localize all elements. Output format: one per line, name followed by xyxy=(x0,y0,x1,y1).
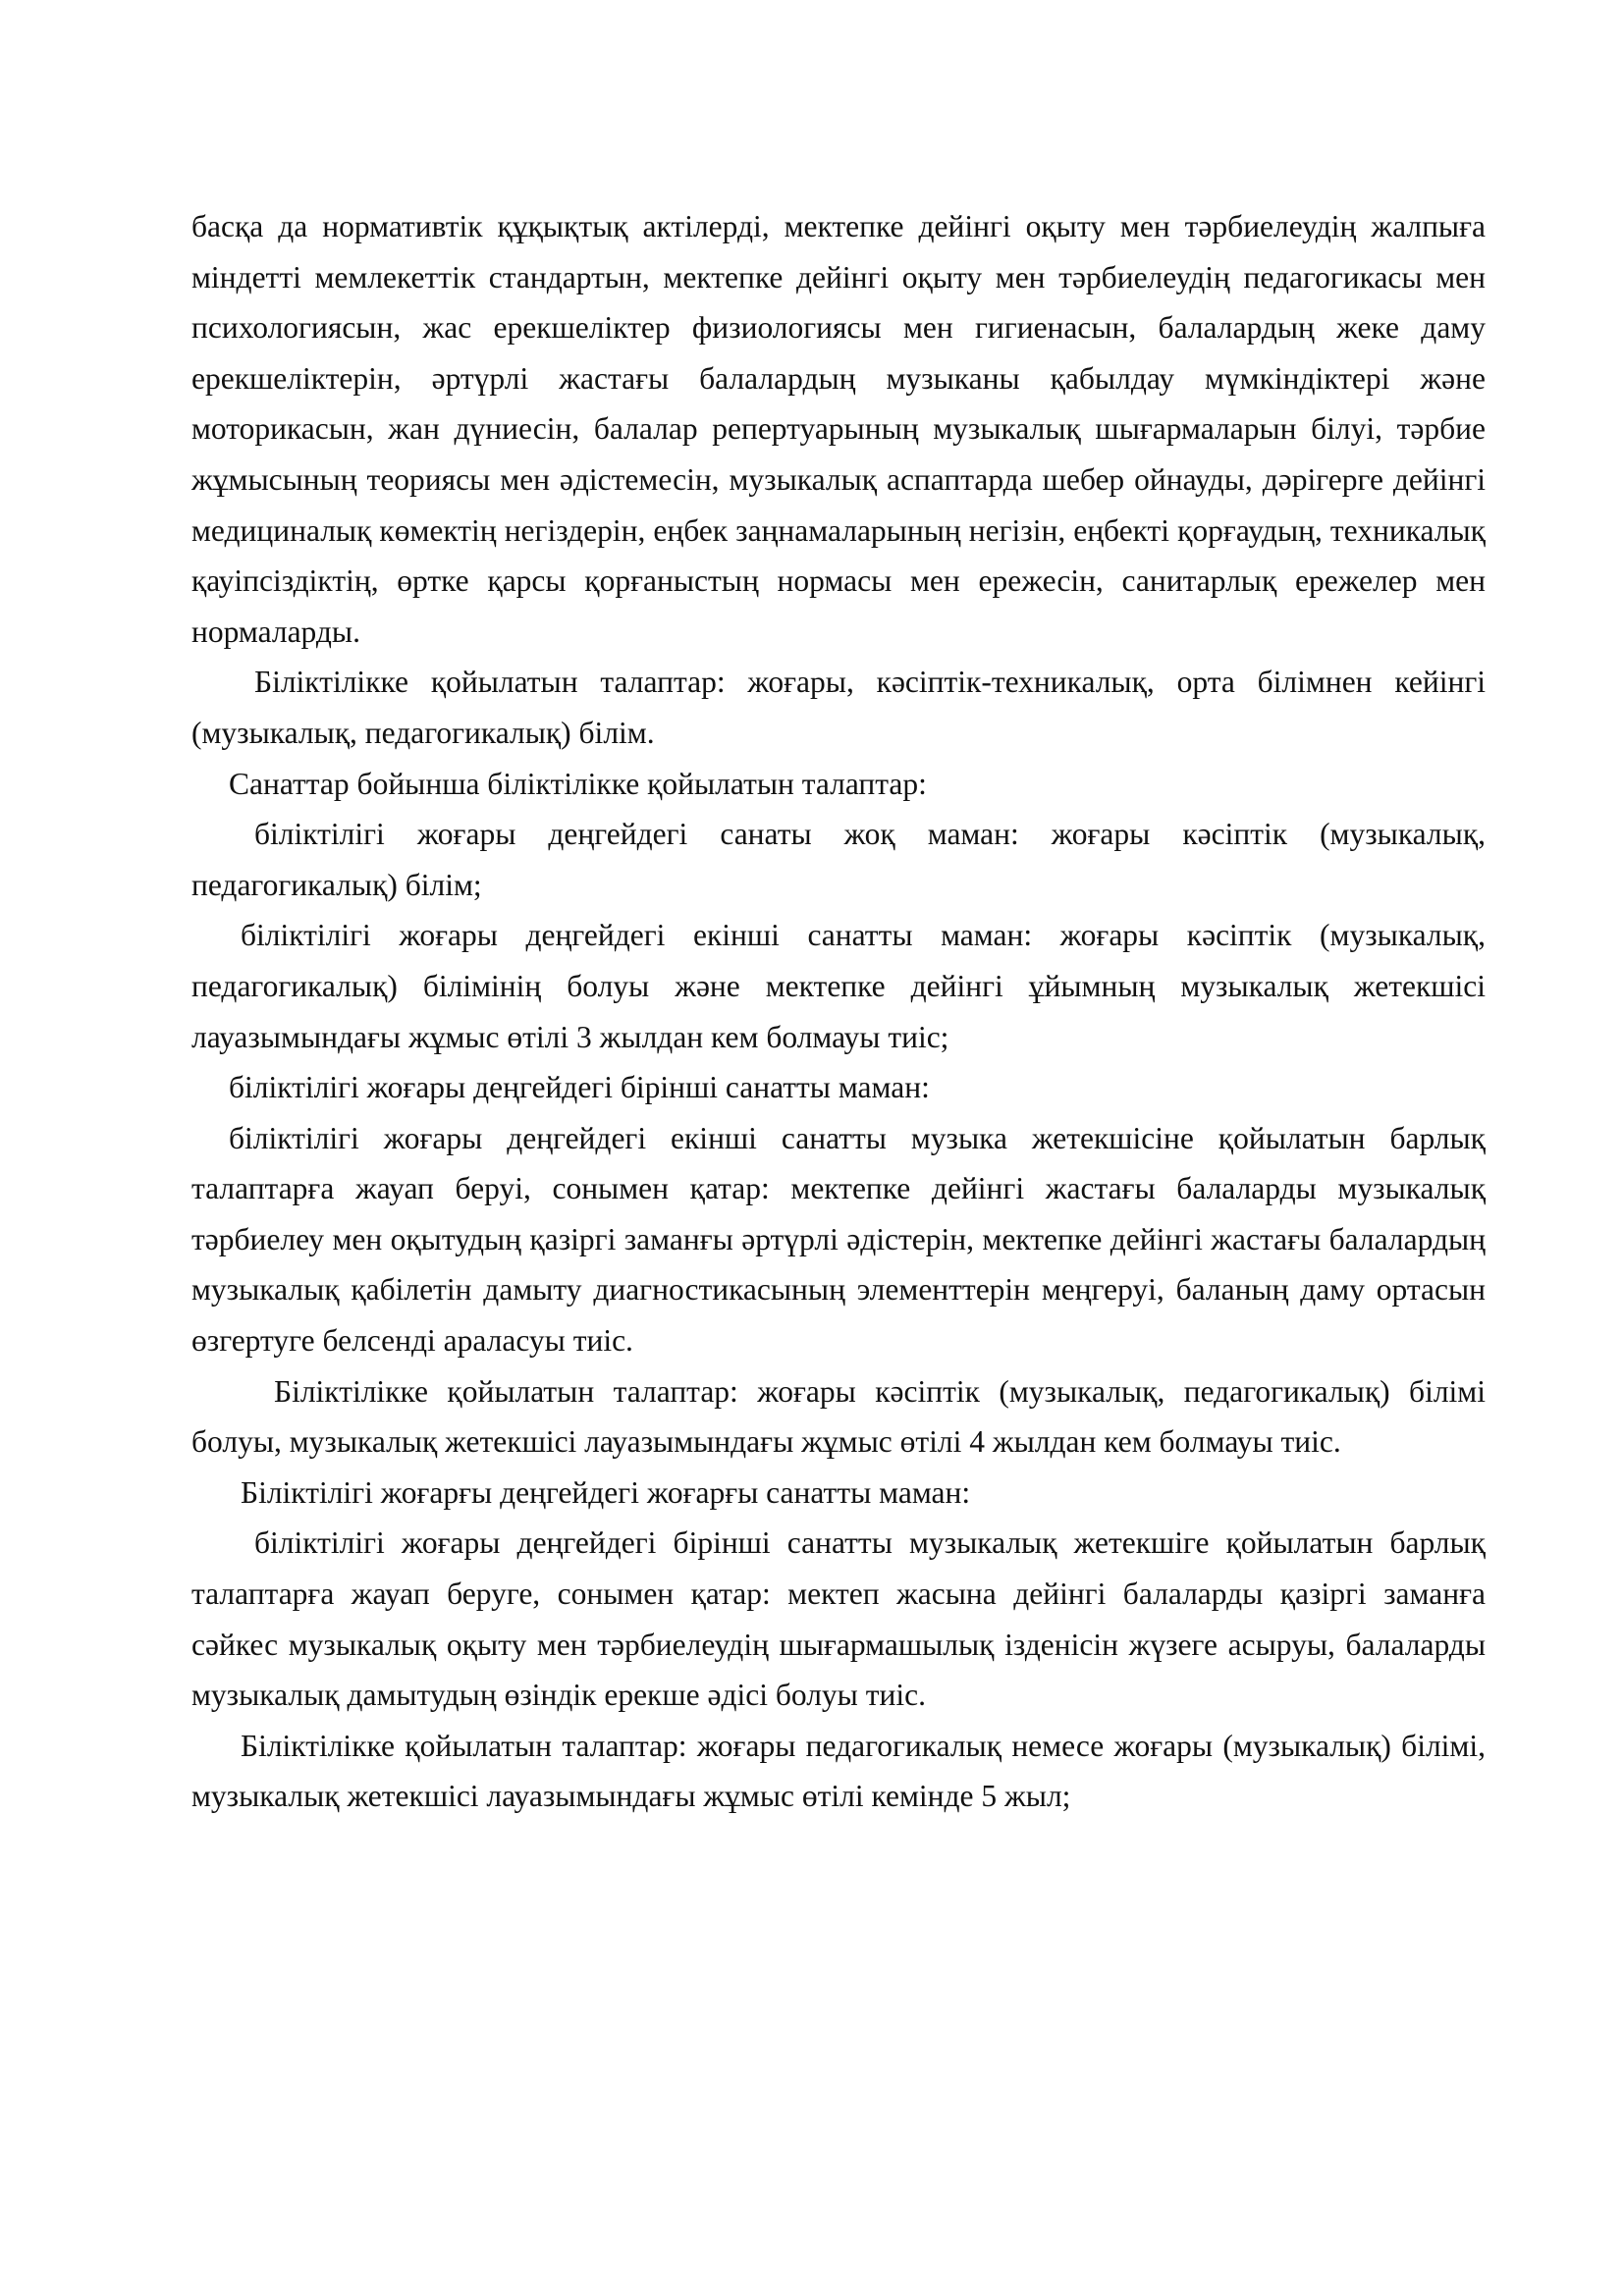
document-page xyxy=(191,201,1486,1822)
paragraph-first-category-heading: біліктілігі жоғары деңгейдегі бірінші санатты маман: xyxy=(229,1070,930,1105)
paragraph-qualification-requirements: Біліктілікке қойылатын талаптар: жоғары, кәсіптік-техникалық, орта білімнен кейінгі (музыкалық, педагогикалық) білім. xyxy=(191,665,1486,750)
paragraph-highest-category-heading: Біліктілігі жоғарғы деңгейдегі жоғарғы санатты маман: xyxy=(241,1474,971,1510)
paragraph-normative-knowledge: басқа да нормативтік құқықтық актілерді, мектепке дейінгі оқыту мен тәрбиелеудің жалпыға міндетті мемлекеттік стандартын, мектепке дейінгі оқыту мен тәрбиелеудің педагогикасы мен психологиясын, жас ерекшеліктер физиологиясы мен гигиенасын, балалардың жеке даму ерекшеліктерін, әртүрлі жастағы балалардың музыканы қабылдау мүмкіндіктері және моторикасын, жан дүниесін, балалар репертуарының музыкалық шығармаларын білуі, тәрбие жұмысының теориясы мен әдістемесін, музыкалық аспаптарда шебер ойнауды, дәрігерге дейінгі медициналық көмектің негіздерін, еңбек заңнамаларының негізін, еңбекті қорғаудың, техникалық қауіпсіздіктің, өртке қарсы қорғаныстың нормасы мен ережесін, санитарлық ережелер мен нормаларды. xyxy=(191,209,1486,649)
paragraph-first-category-details: біліктілігі жоғары деңгейдегі екінші санатты музыка жетекшісіне қойылатын барлық талаптарға жауап беруі, сонымен қатар: мектепке дейінгі жастағы балаларды музыкалық тәрбиелеу мен оқытудың қазіргі заманғы әртүрлі әдістерін, мектепке дейінгі жастағы балалардың музыкалық қабілетін дамыту диагностикасының элементтерін меңгеруі, баланың даму ортасын өзгертуге белсенді араласуы тиіс. xyxy=(191,1120,1486,1359)
paragraph-first-category-qualification: Біліктілікке қойылатын талаптар: жоғары кәсіптік (музыкалық, педагогикалық) білімі болуы, музыкалық жетекшісі лауазымындағы жұмыс өтілі 4 жылдан кем болмауы тиіс. xyxy=(191,1373,1486,1460)
paragraph-highest-category-qualification: Біліктілікке қойылатын талаптар: жоғары педагогикалық немесе жоғары (музыкалық) білімі, музыкалық жетекшісі лауазымындағы жұмыс өтілі кемінде 5 жыл; xyxy=(191,1728,1486,1814)
paragraph-second-category-specialist: біліктілігі жоғары деңгейдегі екінші санатты маман: жоғары кәсіптік (музыкалық, педагогикалық) білімінің болуы және мектепке дейінгі ұйымның музыкалық жетекшісі лауазымындағы жұмыс өтілі 3 жылдан кем болмауы тиіс; xyxy=(191,918,1486,1054)
paragraph-category-requirements-heading: Санаттар бойынша біліктілікке қойылатын талаптар: xyxy=(229,766,927,801)
paragraph-no-category-specialist: біліктілігі жоғары деңгейдегі санаты жоқ маман: жоғары кәсіптік (музыкалық, педагогикалық) білім; xyxy=(191,817,1486,902)
paragraph-highest-category-details: біліктілігі жоғары деңгейдегі бірінші санатты музыкалық жетекшіге қойылатын барлық талаптарға жауап беруге, сонымен қатар: мектеп жасына дейінгі балаларды қазіргі заманға сәйкес музыкалық оқыту мен тәрбиелеудің шығармашылық ізденісін жүзеге асыруы, балаларды музыкалық дамытудың өзіндік ерекше әдісі болуы тиіс. xyxy=(191,1525,1486,1713)
